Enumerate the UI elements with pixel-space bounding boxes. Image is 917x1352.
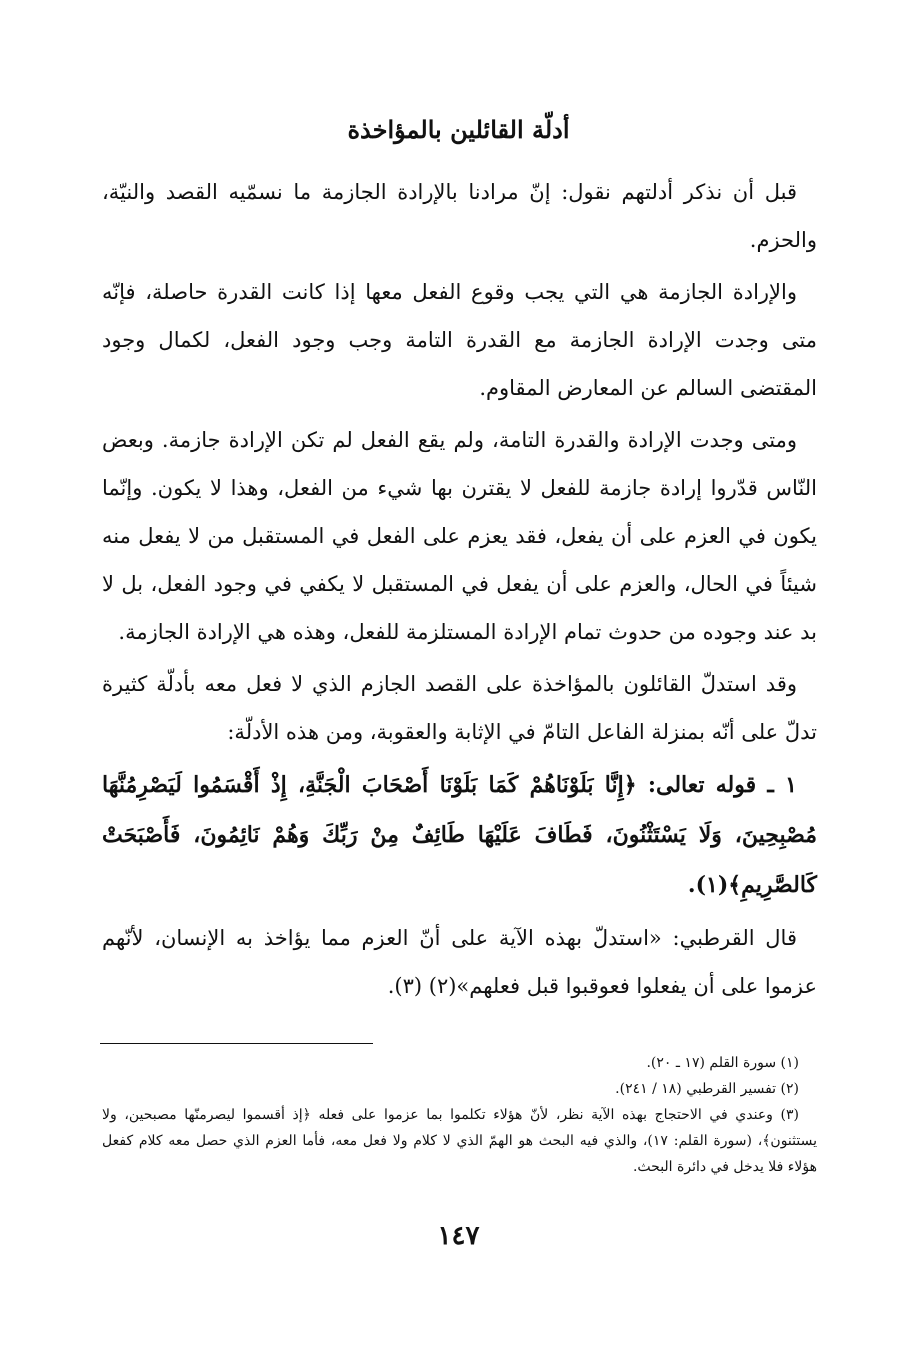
paragraph-definition: قبل أن نذكر أدلتهم نقول: إنّ مرادنا بالإرادة الجازمة ما نسمّيه القصد والنيّة، والحزم.	[102, 180, 817, 252]
footnote-1: (١) سورة القلم (١٧ ـ ٢٠).	[646, 1055, 799, 1071]
footnote-3: (٣) وعندي في الاحتجاج بهذه الآية نظر، لأنّ هؤلاء تكلموا بما عزموا على فعله ﴿إذ أقسموا ليصرمنّها مصبحين، ولا يستثنون﴾، (سورة القلم: ١٧)، والذي فيه البحث هو الهمّ الذي لا كلام ولا فعل معه، فأما العزم الذي حصل معه كلام كفعل هؤلاء فلا يدخل في دائرة البحث.	[102, 1107, 817, 1175]
page-number: ١٤٧	[437, 1221, 480, 1251]
paragraph-firm-will: والإرادة الجازمة هي التي يجب وقوع الفعل معها إذا كانت القدرة حاصلة، فإنّه متى وجدت الإرادة الجازمة مع القدرة التامة وجب وجود الفعل، لكمال وجود المقتضى السالم عن المعارض المقاوم.	[102, 280, 817, 400]
footnote-2: (٢) تفسير القرطبي (١٨ / ٢٤١).	[615, 1081, 799, 1097]
paragraph-resolve: ومتى وجدت الإرادة والقدرة التامة، ولم يقع الفعل لم تكن الإرادة جازمة. وبعض النّاس قدّروا إرادة جازمة للفعل لا يقترن بها شيء من الفعل، وهذا لا يكون. وإنّما يكون في العزم على أن يفعل، فقد يعزم على الفعل في المستقبل من لا يفعل منه شيئاً في الحال، والعزم على أن يفعل في المستقبل لا يكفي في وجود الفعل، بل لا بد عند وجوده من حدوث تمام الإرادة المستلزمة للفعل، وهذه هي الإرادة الجازمة.	[102, 428, 817, 644]
footnotes	[102, 1050, 817, 1180]
main-text	[102, 168, 817, 1014]
section-heading: أدلّة القائلين بالمؤاخذة	[347, 115, 570, 144]
paragraph-evidence-intro: وقد استدلّ القائلون بالمؤاخذة على القصد الجازم الذي لا فعل معه بأدلّة كثيرة تدلّ على أنّه بمنزلة الفاعل التامّ في الإثابة والعقوبة، ومن هذه الأدلّة:	[102, 672, 817, 744]
footnote-separator	[100, 1043, 373, 1044]
quran-verse: ١ ـ قوله تعالى: ﴿إِنَّا بَلَوْنَاهُمْ كَمَا بَلَوْنَا أَصْحَابَ الْجَنَّةِ، إِذْ أَقْسَمُوا لَيَصْرِمُنَّهَا مُصْبِحِينَ، وَلَا يَسْتَثْنُونَ، فَطَافَ عَلَيْهَا طَائِفٌ مِنْ رَبِّكَ وَهُمْ نَائِمُونَ، فَأَصْبَحَتْ كَالصَّرِيمِ﴾(١).	[102, 772, 817, 898]
paragraph-qurtubi-quote: قال القرطبي: «استدلّ بهذه الآية على أنّ العزم مما يؤاخذ به الإنسان، لأنّهم عزموا على أن يفعلوا فعوقبوا قبل فعلهم»(٢) (٣).	[102, 926, 817, 998]
